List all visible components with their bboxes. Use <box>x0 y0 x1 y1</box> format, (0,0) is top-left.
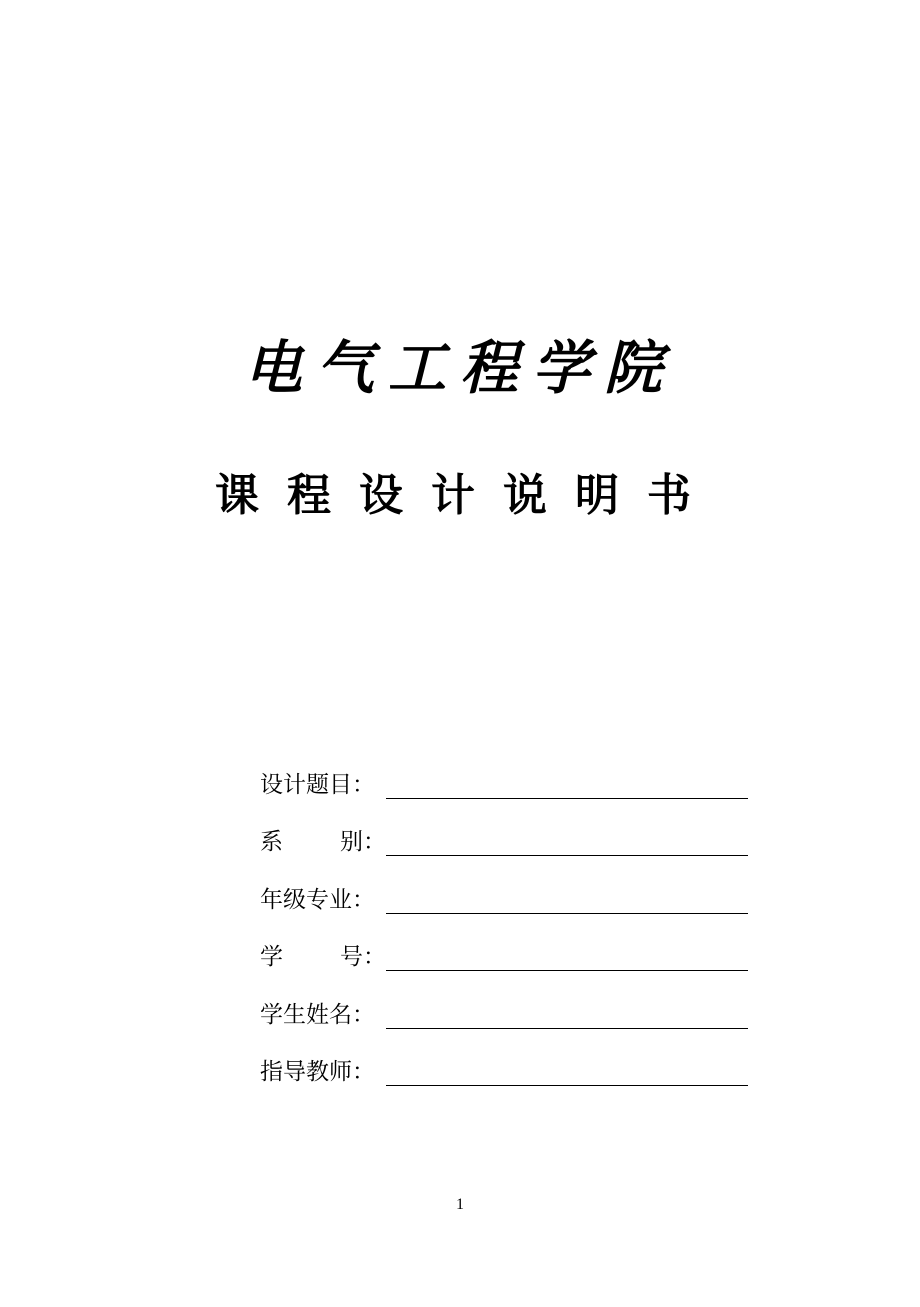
form-field-student-name[interactable] <box>386 1000 748 1029</box>
form-label-student-id-right: 号： <box>340 944 386 970</box>
form-field-student-id[interactable] <box>386 942 748 971</box>
form-label-department-right: 别： <box>340 829 386 855</box>
form-field-design-topic[interactable] <box>386 770 748 799</box>
form-row-student-name <box>260 977 760 1035</box>
form-field-advisor[interactable] <box>386 1057 748 1086</box>
cover-info-form <box>260 747 760 1092</box>
form-label-department <box>260 822 386 862</box>
form-row-student-id <box>260 920 760 978</box>
form-label-student-id-left: 学 <box>260 944 283 970</box>
college-name: 电气工程学院 <box>243 334 676 402</box>
form-row-department <box>260 805 760 863</box>
form-label-grade-major: 年级专业： <box>260 886 375 913</box>
form-label-advisor: 指导教师： <box>260 1059 375 1085</box>
form-label-department-left: 系 <box>260 829 283 855</box>
page-number: 1 <box>456 1196 464 1213</box>
form-label-student-name: 学生姓名： <box>260 1001 375 1028</box>
form-field-grade-major[interactable] <box>386 885 748 914</box>
form-row-advisor <box>260 1035 760 1093</box>
form-label-design-topic: 设计题目： <box>260 771 375 798</box>
form-field-department[interactable] <box>386 827 748 856</box>
document-title: 课程设计说明书 <box>215 470 719 521</box>
form-row-design-topic <box>260 747 760 805</box>
form-label-student-id <box>260 937 386 977</box>
form-row-grade-major <box>260 862 760 920</box>
